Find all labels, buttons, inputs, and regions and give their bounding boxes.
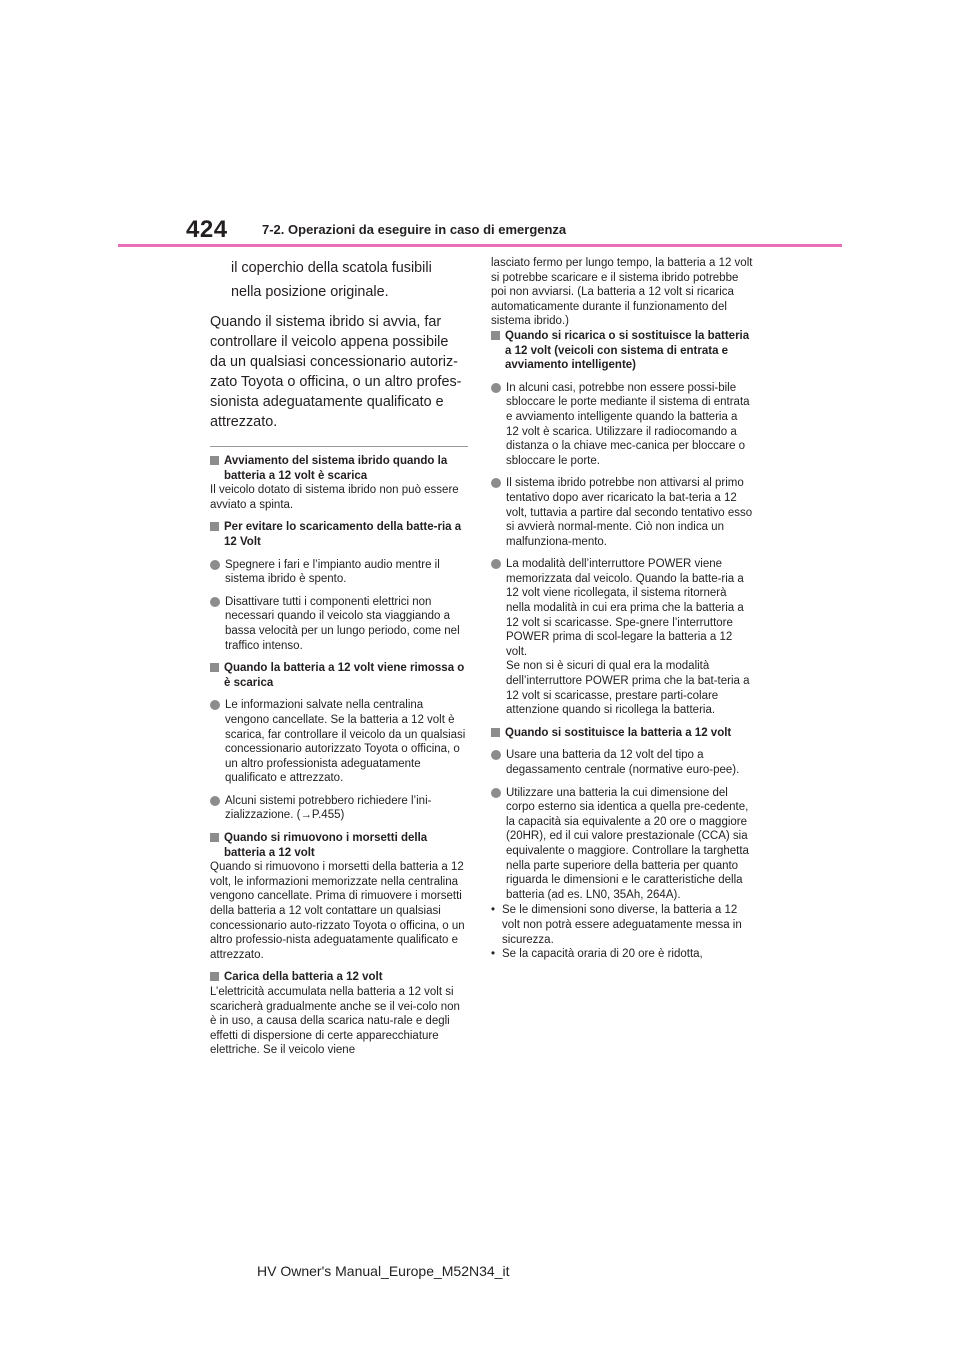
round-bullet-icon [491,383,501,393]
section-heading: Quando si sostituisce la batteria a 12 volt [491,726,753,741]
sub-bullet-item: • Se le dimensioni sono diverse, la batteria a 12 volt non potrà essere adeguatamente messa in sicurezza. [491,904,742,946]
section-heading: Carica della batteria a 12 volt [210,970,468,985]
round-bullet-icon [491,750,501,760]
intro-paragraph: Quando il sistema ibrido si avvia, far controllare il veicolo appena possibile da un qualsiasi concessionario autoriz-zato Toyota o officina, o un altro profes-sionista adeguatamente qualificato e attrezzato. [210,314,462,430]
intro [210,256,468,432]
notes-left [210,454,468,1058]
round-bullet-icon [491,559,501,569]
sub-bullet-glyph: • [491,904,496,917]
section-heading: Per evitare lo scaricamento della batte-ria a 12 Volt [210,520,468,549]
square-bullet-icon [210,833,219,842]
bullet-item: Disattivare tutti i componenti elettrici non necessari quando il veicolo sta viaggiando a bassa velocità per un lungo periodo, come nel traffico intenso. [210,595,468,653]
square-bullet-icon [210,456,219,465]
round-bullet-icon [210,560,220,570]
bullet-item: Spegnere i fari e l’impianto audio mentre il sistema ibrido è spento. [210,558,468,587]
square-bullet-icon [210,522,219,531]
bullet-item: Il sistema ibrido potrebbe non attivarsi al primo tentativo dopo aver ricaricato la bat-teria a 12 volt, tuttavia a partire dal secondo tentativo esso si avvierà normal-mente. Ciò non indica un malfunziona-mento. [491,476,753,549]
round-bullet-icon [210,700,220,710]
round-bullet-icon [210,796,220,806]
section-text: Quando si rimuovono i morsetti della batteria a 12 volt, le informazioni memorizzate nella centralina vengono cancellate. Prima di rimuovere i morsetti della batteria a 12 volt contattare un qualsiasi concessionario auto-rizzato Toyota o officina, o un altro professio-nista adeguatamente qualificato e attrezzato. [210,861,465,961]
intro-indent-line-1: il coperchio della scatola fusibili [231,260,432,276]
bullet-item: Alcuni sistemi potrebbero richiedere l’ini-zializzazione. (→P.455) [210,794,468,823]
square-bullet-icon [491,728,500,737]
intro-indent [210,256,468,304]
bullet-item: La modalità dell’interruttore POWER viene memorizzata dal veicolo. Quando la batte-ria a 12 volt viene ricollegata, il sistema ritornerà nella modalità in cui era prima che la batteria a 12 volt si scaricasse. Spe-gnere l’interruttore POWER prima di scol-legare la batteria a 12 volt. Se non si è sicuri di qual era la modalità dell’interruttore POWER prima che la bat-teria a 12 volt si scaricasse, prestare parti-colare attenzione quando si ricollega la batteria. [491,557,753,718]
section-divider [210,446,468,447]
square-bullet-icon [210,663,219,672]
continued-text: lasciato fermo per lungo tempo, la batteria a 12 volt si potrebbe scaricare e il sistema ibrido potrebbe poi non avviarsi. (La batteria a 12 volt si ricarica automaticamente durante il funzionamento del sistema ibrido.) [491,257,753,328]
sub-bullet-glyph: • [491,948,496,961]
page-number: 424 [186,216,228,243]
round-bullet-icon [210,597,220,607]
section-heading: Quando si ricarica o si sostituisce la batteria a 12 volt (veicoli con sistema di entrata e avviamento intelligente) [491,329,753,373]
bullet-item: Le informazioni salvate nella centralina vengono cancellate. Se la batteria a 12 volt è scarica, far controllare il veicolo da un qualsiasi concessionario autorizzato Toyota o officina, o un altro professionista adeguatamente qualificato e attrezzato. [210,698,468,786]
section-heading: Avviamento del sistema ibrido quando la batteria a 12 volt è scarica [210,454,468,483]
round-bullet-icon [491,788,501,798]
section-text: L’elettricità accumulata nella batteria a 12 volt si scaricherà gradualmente anche se il vei-colo non è in uso, a causa della scarica natu-rale e degli effetti di dispersione di certe apparecchiature elettriche. Se il veicolo viene [210,986,460,1057]
square-bullet-icon [491,331,500,340]
bullet-item: Usare una batteria da 12 volt del tipo a degassamento centrale (normative euro-pee). [491,748,753,777]
bullet-item: Utilizzare una batteria la cui dimensione del corpo esterno sia identica a quella pre-cedente, la capacità sia equivalente a 20 ore o maggiore (20HR), ed il cui valore prestazionale (CCA) sia equivalente o maggiore. Controllare la targhetta nella parte superiore della batteria per quanto riguarda le dimensioni e le caratteristiche della batteria (ad es. LN0, 35Ah, 264A). [491,786,753,903]
section-text: Il veicolo dotato di sistema ibrido non può essere avviato a spinta. [210,484,459,511]
section-heading: Quando la batteria a 12 volt viene rimossa o è scarica [210,661,468,690]
bullet-item: In alcuni casi, potrebbe non essere possi-bile sbloccare le porte mediante il sistema di entrata e avviamento intelligente quando la batteria a 12 volt è scarica. Utilizzare il radiocomando a distanza o la chiave mec-canica per bloccare o sbloccare le porte. [491,381,753,469]
square-bullet-icon [210,972,219,981]
section-title: 7-2. Operazioni da eseguire in caso di emergenza [262,222,567,237]
round-bullet-icon [491,478,501,488]
left-column [210,256,468,1066]
right-column [491,256,753,962]
header-rule [118,244,842,247]
sub-bullet-item: • Se la capacità oraria di 20 ore è ridotta, [491,948,703,961]
footer-manual-id: HV Owner's Manual_Europe_M52N34_it [257,1263,510,1279]
section-heading: Quando si rimuovono i morsetti della batteria a 12 volt [210,831,468,860]
intro-indent-line-2: nella posizione originale. [231,284,389,300]
